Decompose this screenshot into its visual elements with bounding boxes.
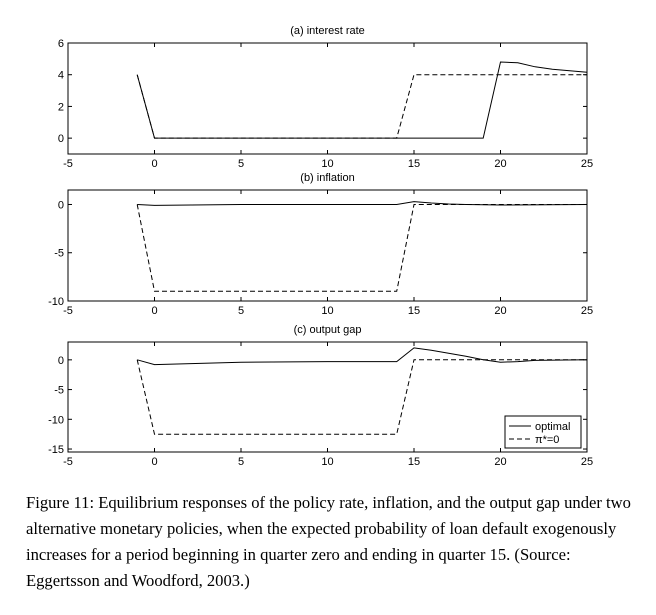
y-tick-label: 0 (57, 133, 64, 146)
x-tick-label: 20 (494, 305, 507, 317)
chart-title: (c) output gap (293, 324, 362, 336)
x-tick-label: 25 (580, 456, 594, 468)
y-tick-label: 2 (57, 101, 64, 114)
series-line-optimal (137, 62, 587, 138)
y-tick-label: 4 (57, 69, 64, 82)
legend-label-0: π*=0 (535, 434, 560, 446)
figure-caption: Figure 11: Equilibrium responses of the policy rate, inflation, and the output gap under two alternative monetary policies, when the expected probability of loan default exogenously increases for a period beginning in quarter zero and ending in quarter 15. (Source: Eggertsson and Woodford, 2003.) (26, 493, 631, 590)
y-tick-label: -5 (54, 384, 64, 397)
x-tick-label: -5 (63, 456, 73, 468)
y-tick-label: -5 (54, 247, 64, 260)
panel-inflation (48, 172, 593, 317)
x-tick-label: 20 (494, 456, 507, 468)
chart-title: (b) inflation (300, 172, 355, 184)
x-tick-label: 15 (407, 305, 421, 317)
x-tick-label: 5 (237, 305, 245, 317)
x-tick-label: 25 (580, 158, 594, 170)
panel-output-gap (48, 324, 593, 468)
axes-box (68, 43, 587, 154)
x-tick-label: 5 (237, 456, 245, 468)
x-tick-label: 10 (321, 456, 334, 468)
legend-label-optimal: optimal (535, 421, 571, 433)
x-tick-label: -5 (63, 158, 73, 170)
series-line-0 (137, 205, 587, 292)
x-tick-label: 15 (407, 158, 421, 170)
y-tick-label: -10 (48, 296, 64, 308)
x-tick-label: 5 (237, 158, 245, 170)
panel-interest-rate (58, 25, 593, 170)
x-tick-label: 10 (321, 305, 334, 317)
y-tick-label: -10 (48, 414, 64, 427)
chart-title: (a) interest rate (290, 25, 365, 37)
series-line-optimal (137, 348, 587, 365)
y-tick-label: 0 (57, 354, 64, 367)
y-tick-label: 0 (57, 199, 64, 212)
x-tick-label: 15 (407, 456, 421, 468)
x-tick-label: 25 (580, 305, 594, 317)
legend (505, 416, 581, 448)
x-tick-label: 0 (151, 158, 158, 170)
y-tick-label: 6 (57, 38, 64, 50)
x-tick-label: 20 (494, 158, 507, 170)
x-tick-label: -5 (63, 305, 73, 317)
series-line-0 (137, 75, 587, 138)
x-tick-label: 0 (151, 305, 158, 317)
x-tick-label: 0 (151, 456, 158, 468)
y-tick-label: -15 (48, 444, 64, 457)
x-tick-label: 10 (321, 158, 334, 170)
